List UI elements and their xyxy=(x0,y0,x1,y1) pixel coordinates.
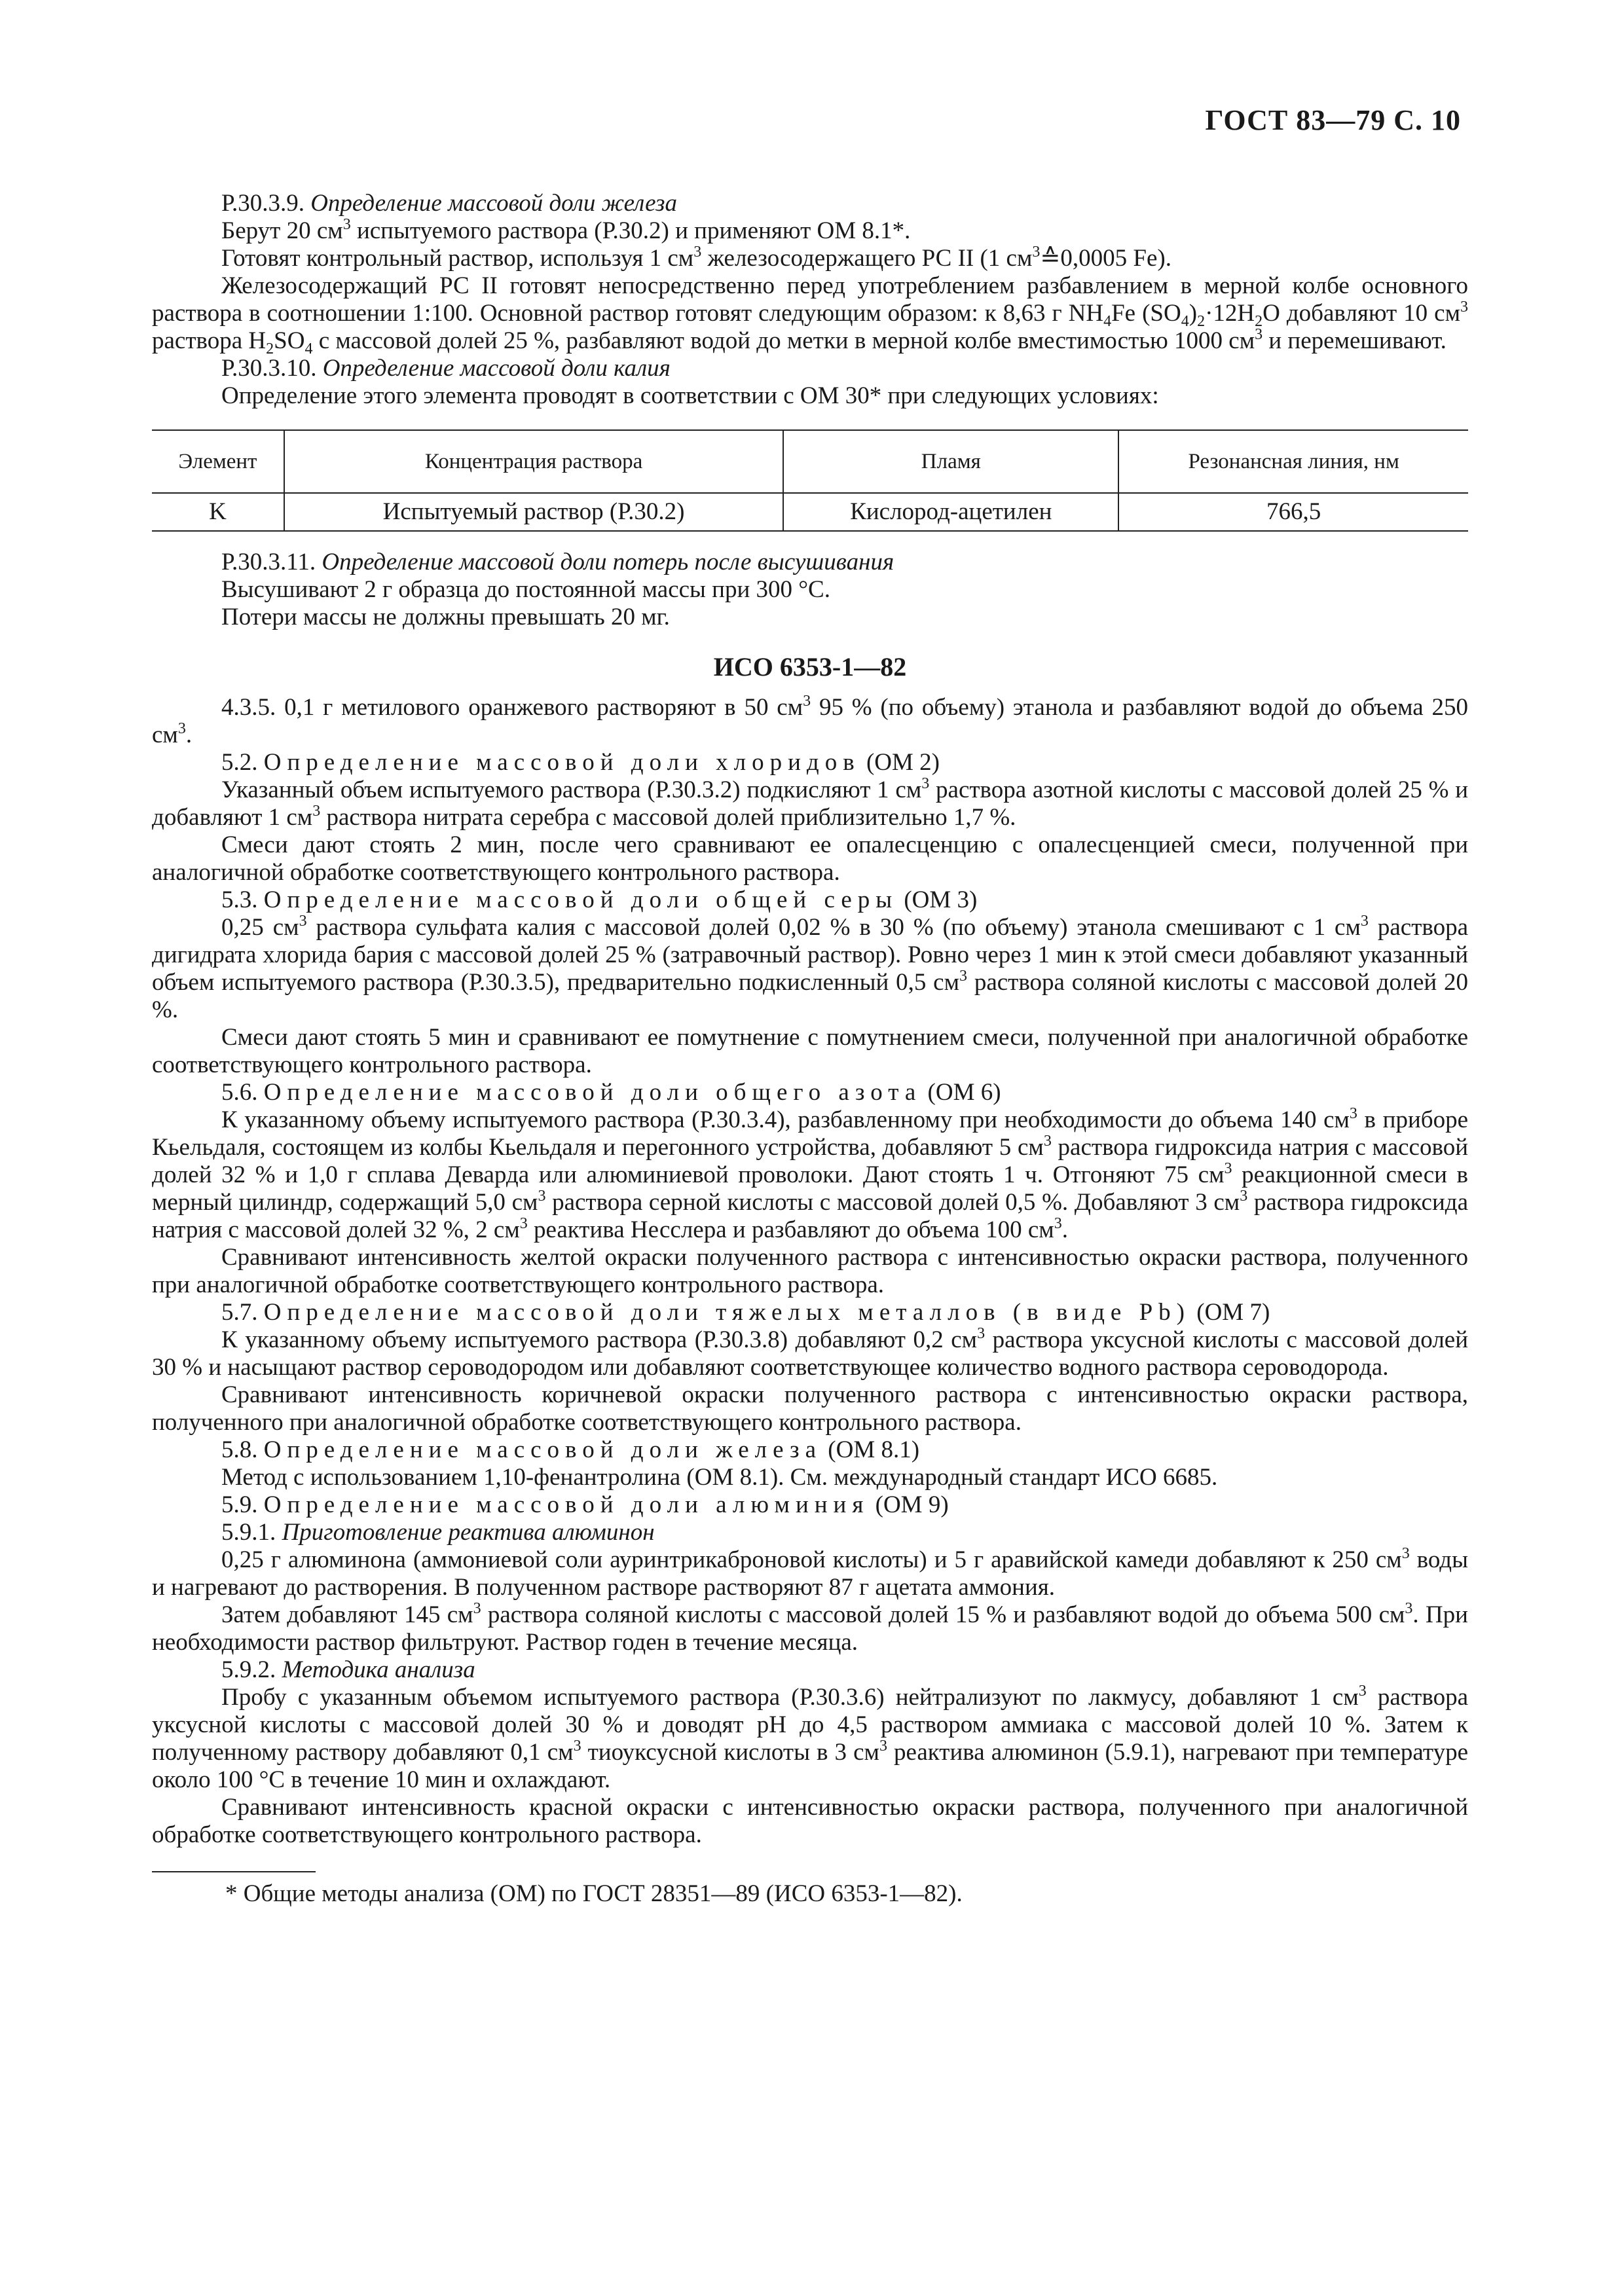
paragraph: К указанному объему испытуемого раствора (Р.30.3.8) добавляют 0,2 $см^3$ раствора уксусной кислоты с массовой долей 30 % и насыщают раствор сероводородом или добавляют соответствующее количество водного раствора сероводорода. xyxy=(152,1325,1469,1381)
paragraph: Определение этого элемента проводят в соответствии с ОМ 30* при следующих условиях: xyxy=(221,382,1159,409)
clause-5-9-2: 5.9.2. Методика анализа xyxy=(221,1656,475,1683)
clause-p30-3-10: Р.30.3.10. Определение массовой доли калия xyxy=(221,355,671,382)
section-title: ИСО 6353-1—82 xyxy=(713,652,907,682)
table-cell: Кислород-ацетилен xyxy=(783,493,1118,531)
footnote-divider xyxy=(152,1871,316,1872)
table-header-row xyxy=(152,430,1468,493)
paragraph: Сравнивают интенсивность красной окраски с интенсивностью окраски раствора, полученного при аналогичной обработке соответствующего контрольного раствора. xyxy=(152,1794,1468,1848)
paragraph: 0,25 $см^3$ раствора сульфата калия с массовой долей 0,02 % в 30 % (по объему) этанола смешивают с 1 $см^3$ раствора дигидрата хлорида бария с массовой долей 25 % (затравочный раствор). Ровно через 1 мин к этой смеси добавляют указанный объем испытуемого раствора (Р.30.3.5), предварительно подкисленный 0,5 $см^3$ раствора соляной кислоты с массовой долей 20 %. xyxy=(152,913,1469,1023)
clause-5-6: 5.6. Определение массовой доли общего азота (ОМ 6) xyxy=(221,1079,1001,1106)
paragraph: Сравнивают интенсивность желтой окраски полученного раствора с интенсивностью окраски раствора, полученного при аналогичной обработке соответствующего контрольного раствора. xyxy=(152,1244,1468,1298)
table-header-cell: Концентрация раствора xyxy=(284,430,783,493)
clause-5-2: 5.2. Определение массовой доли хлоридов (ОМ 2) xyxy=(221,749,940,776)
document-body xyxy=(152,190,1468,1908)
table-cell: Испытуемый раствор (Р.30.2) xyxy=(284,493,783,531)
paragraph: Сравнивают интенсивность коричневой окраски полученного раствора с интенсивностью окраски раствора, полученного при аналогичной обработке соответствующего контрольного раствора. xyxy=(152,1381,1468,1436)
paragraph: Берут 20 $см^3$ испытуемого раствора (Р.30.2) и применяют ОМ 8.1*. xyxy=(221,216,911,244)
clause-title: Определение массовой доли железа xyxy=(310,190,677,217)
paragraph: Затем добавляют 145 $см^3$ раствора соляной кислоты с массовой долей 15 % и разбавляют водой до объема 500 $см^3$. При необходимости раствор фильтруют. Раствор годен в течение месяца. xyxy=(152,1600,1468,1656)
paragraph: 0,25 г алюминона (аммониевой соли ауринтрикаброновой кислоты) и 5 г аравийской камеди добавляют к 250 $см^3$ воды и нагревают до растворения. В полученном растворе растворяют 87 г ацетата аммония. xyxy=(152,1545,1468,1601)
paragraph: Пробу с указанным объемом испытуемого раствора (Р.30.3.6) нейтрализуют по лакмусу, добавляют 1 $см^3$ раствора уксусной кислоты с массовой долей 30 % и доводят pH до 4,5 раствором аммиака с массовой долей 10 %. Затем к полученному раствору добавляют 0,1 $см^3$ тиоуксусной кислоты в 3 $см^3$ реактива алюминон (5.9.1), нагревают при температуре около 100 °С в течение 10 мин и охлаждают. xyxy=(152,1683,1468,1793)
paragraph: Высушивают 2 г образца до постоянной массы при 300 °С. xyxy=(221,576,830,603)
clause-5-9-1: 5.9.1. Приготовление реактива алюминон xyxy=(221,1519,655,1546)
paragraph: Железосодержащий РС II готовят непосредственно перед употреблением разбавлением в мерной колбе основного раствора в соотношении 1:100. Основной раствор готовят следующим образом: к 8,63 г $NH_4Fe$ $(SO_4)_2\cdot 12H_2O$ добавляют 10 $см^3$ раствора $H_2SO_4$ с массовой долей 25 %, разбавляют водой до метки в мерной колбе вместимостью 1000 $см^3$ и перемешивают. xyxy=(152,272,1469,357)
paragraph: Указанный объем испытуемого раствора (Р.30.3.2) подкисляют 1 $см^3$ раствора азотной кислоты с массовой долей 25 % и добавляют 1 $см^3$ раствора нитрата серебра с массовой долей приблизительно 1,7 %. xyxy=(152,775,1468,831)
table-header-cell: Элемент xyxy=(152,430,284,493)
table-header-cell: Резонансная линия, нм xyxy=(1118,430,1468,493)
paragraph: Потери массы не должны превышать 20 мг. xyxy=(221,604,670,630)
footnote: * Общие методы анализа (ОМ) по ГОСТ 28351—89 (ИСО 6353-1—82). xyxy=(225,1880,963,1907)
clause-5-7: 5.7. Определение массовой доли тяжелых металлов (в виде Pb) (ОМ 7) xyxy=(221,1299,1270,1326)
paragraph: 4.3.5. 0,1 г метилового оранжевого растворяют в 50 $см^3$ 95 % (по объему) этанола и разбавляют водой до объема 250 $см^3$. xyxy=(152,693,1469,748)
clause-5-3: 5.3. Определение массовой доли общей серы (ОМ 3) xyxy=(221,886,978,913)
paragraph: Смеси дают стоять 2 мин, после чего сравнивают ее опалесценцию с опалесценцией смеси, полученной при аналогичной обработке соответствующего контрольного раствора. xyxy=(152,831,1468,886)
table-header-cell: Пламя xyxy=(783,430,1118,493)
clause-p30-3-11: Р.30.3.11. Определение массовой доли потерь после высушивания xyxy=(221,549,894,575)
page-header: ГОСТ 83—79 С. 10 xyxy=(1205,104,1461,136)
conditions-table xyxy=(152,429,1468,532)
paragraph: Метод с использованием 1,10-фенантролина (ОМ 8.1). См. международный стандарт ИСО 6685. xyxy=(221,1464,1218,1491)
table-cell: K xyxy=(152,493,284,531)
clause-5-8: 5.8. Определение массовой доли железа (ОМ 8.1) xyxy=(221,1436,920,1463)
paragraph: Готовят контрольный раствор, используя 1 $см^3$ железосодержащего РС II (1 $см^3≙0,0005$ Fe). xyxy=(221,244,1171,272)
paragraph: Смеси дают стоять 5 мин и сравнивают ее помутнение с помутнением смеси, полученной при аналогичной обработке соответствующего контрольного раствора. xyxy=(152,1024,1468,1078)
table-cell: 766,5 xyxy=(1118,493,1468,531)
paragraph: К указанному объему испытуемого раствора (Р.30.3.4), разбавленному при необходимости до объема 140 $см^3$ в приборе Кьельдаля, состоящем из колбы Кьельдаля и перегонного устройства, добавляют 5 $см^3$ раствора гидроксида натрия с массовой долей 32 % и 1,0 г сплава Деварда или алюминиевой проволоки. Дают стоять 1 ч. Отгоняют 75 $см^3$ реакционной смеси в мерный цилиндр, содержащий 5,0 $см^3$ раствора серной кислоты с массовой долей 0,5 %. Добавляют 3 $см^3$ раствора гидроксида натрия с массовой долей 32 %, 2 $см^3$ реактива Несслера и разбавляют до объема 100 $см^3$. xyxy=(152,1105,1469,1243)
clause-5-9: 5.9. Определение массовой доли алюминия (ОМ 9) xyxy=(221,1491,949,1518)
clause-p30-3-9 xyxy=(152,190,1468,217)
clause-number: Р.30.3.9. xyxy=(221,190,311,217)
table-row xyxy=(152,493,1468,531)
